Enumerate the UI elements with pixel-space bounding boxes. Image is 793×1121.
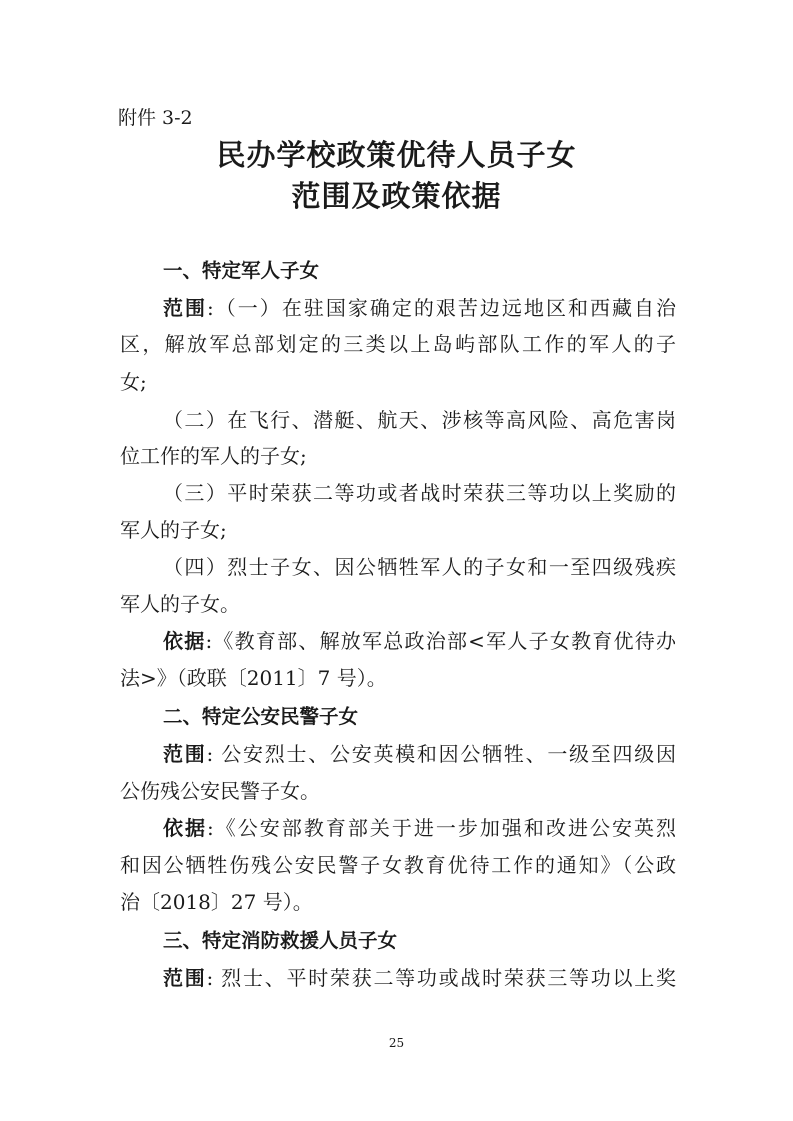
- section-1-item-2-line-2: 位工作的军人的子女;: [120, 444, 307, 468]
- scope-label: 范围: [163, 966, 207, 990]
- section-1-scope-line-1: [163, 292, 676, 321]
- basis-label: 依据: [163, 629, 206, 653]
- section-1-scope-line-2: 区，解放军总部划定的三类以上岛屿部队工作的军人的子: [120, 332, 676, 356]
- section-1-basis-line-2: 法>》（政联〔2011〕7 号）。: [120, 666, 387, 690]
- scope-text: : 公安烈士、公安英模和因公牺牲、一级至四级因: [206, 742, 676, 766]
- scope-label: 范围: [163, 742, 207, 766]
- section-1-item-2-line-1: （二）在飞行、潜艇、航天、涉核等高风险、高危害岗: [163, 408, 676, 432]
- scope-text: : 烈士、平时荣获二等功或战时荣获三等功以上奖: [206, 966, 676, 990]
- attachment-label: 附件 3-2: [118, 107, 193, 129]
- section-3-scope-line-1: [163, 962, 676, 991]
- basis-text: :《公安部教育部关于进一步加强和改进公安英烈: [207, 816, 676, 840]
- section-1-basis-line-1: [163, 625, 676, 654]
- basis-text: :《教育部、解放军总政治部<军人子女教育优待办: [205, 629, 676, 653]
- section-2-scope-line-2: 公伤残公安民警子女。: [120, 779, 320, 803]
- section-2-basis-line-2: 和因公牺牲伤残公安民警子女教育优待工作的通知》（公政: [120, 853, 676, 877]
- section-2-basis-line-3: 治〔2018〕27 号）。: [120, 890, 313, 914]
- section-1-heading: 一、特定军人子女: [163, 259, 320, 282]
- section-2-basis-line-1: [163, 812, 676, 841]
- basis-label: 依据: [163, 816, 208, 840]
- scope-text: :（一）在驻国家确定的艰苦边远地区和西藏自治: [207, 296, 676, 320]
- section-3-heading: 三、特定消防救援人员子女: [163, 929, 398, 952]
- page-number: 25: [388, 1036, 405, 1050]
- section-1-item-4-line-1: （四）烈士子女、因公牺牲军人的子女和一至四级残疾: [163, 555, 676, 579]
- section-1-scope-line-3: 女;: [120, 370, 147, 394]
- section-2-scope-line-1: [163, 738, 676, 767]
- section-2-heading: 二、特定公安民警子女: [163, 705, 359, 728]
- scope-label: 范围: [163, 296, 208, 320]
- section-1-item-3-line-2: 军人的子女;: [120, 518, 227, 542]
- section-1-item-3-line-1: （三）平时荣获二等功或者战时荣获三等功以上奖励的: [163, 481, 676, 505]
- document-title-line-1: 民办学校政策优待人员子女: [216, 138, 577, 172]
- document-title-line-2: 范围及政策依据: [291, 179, 502, 213]
- section-1-item-4-line-2: 军人的子女。: [120, 592, 240, 616]
